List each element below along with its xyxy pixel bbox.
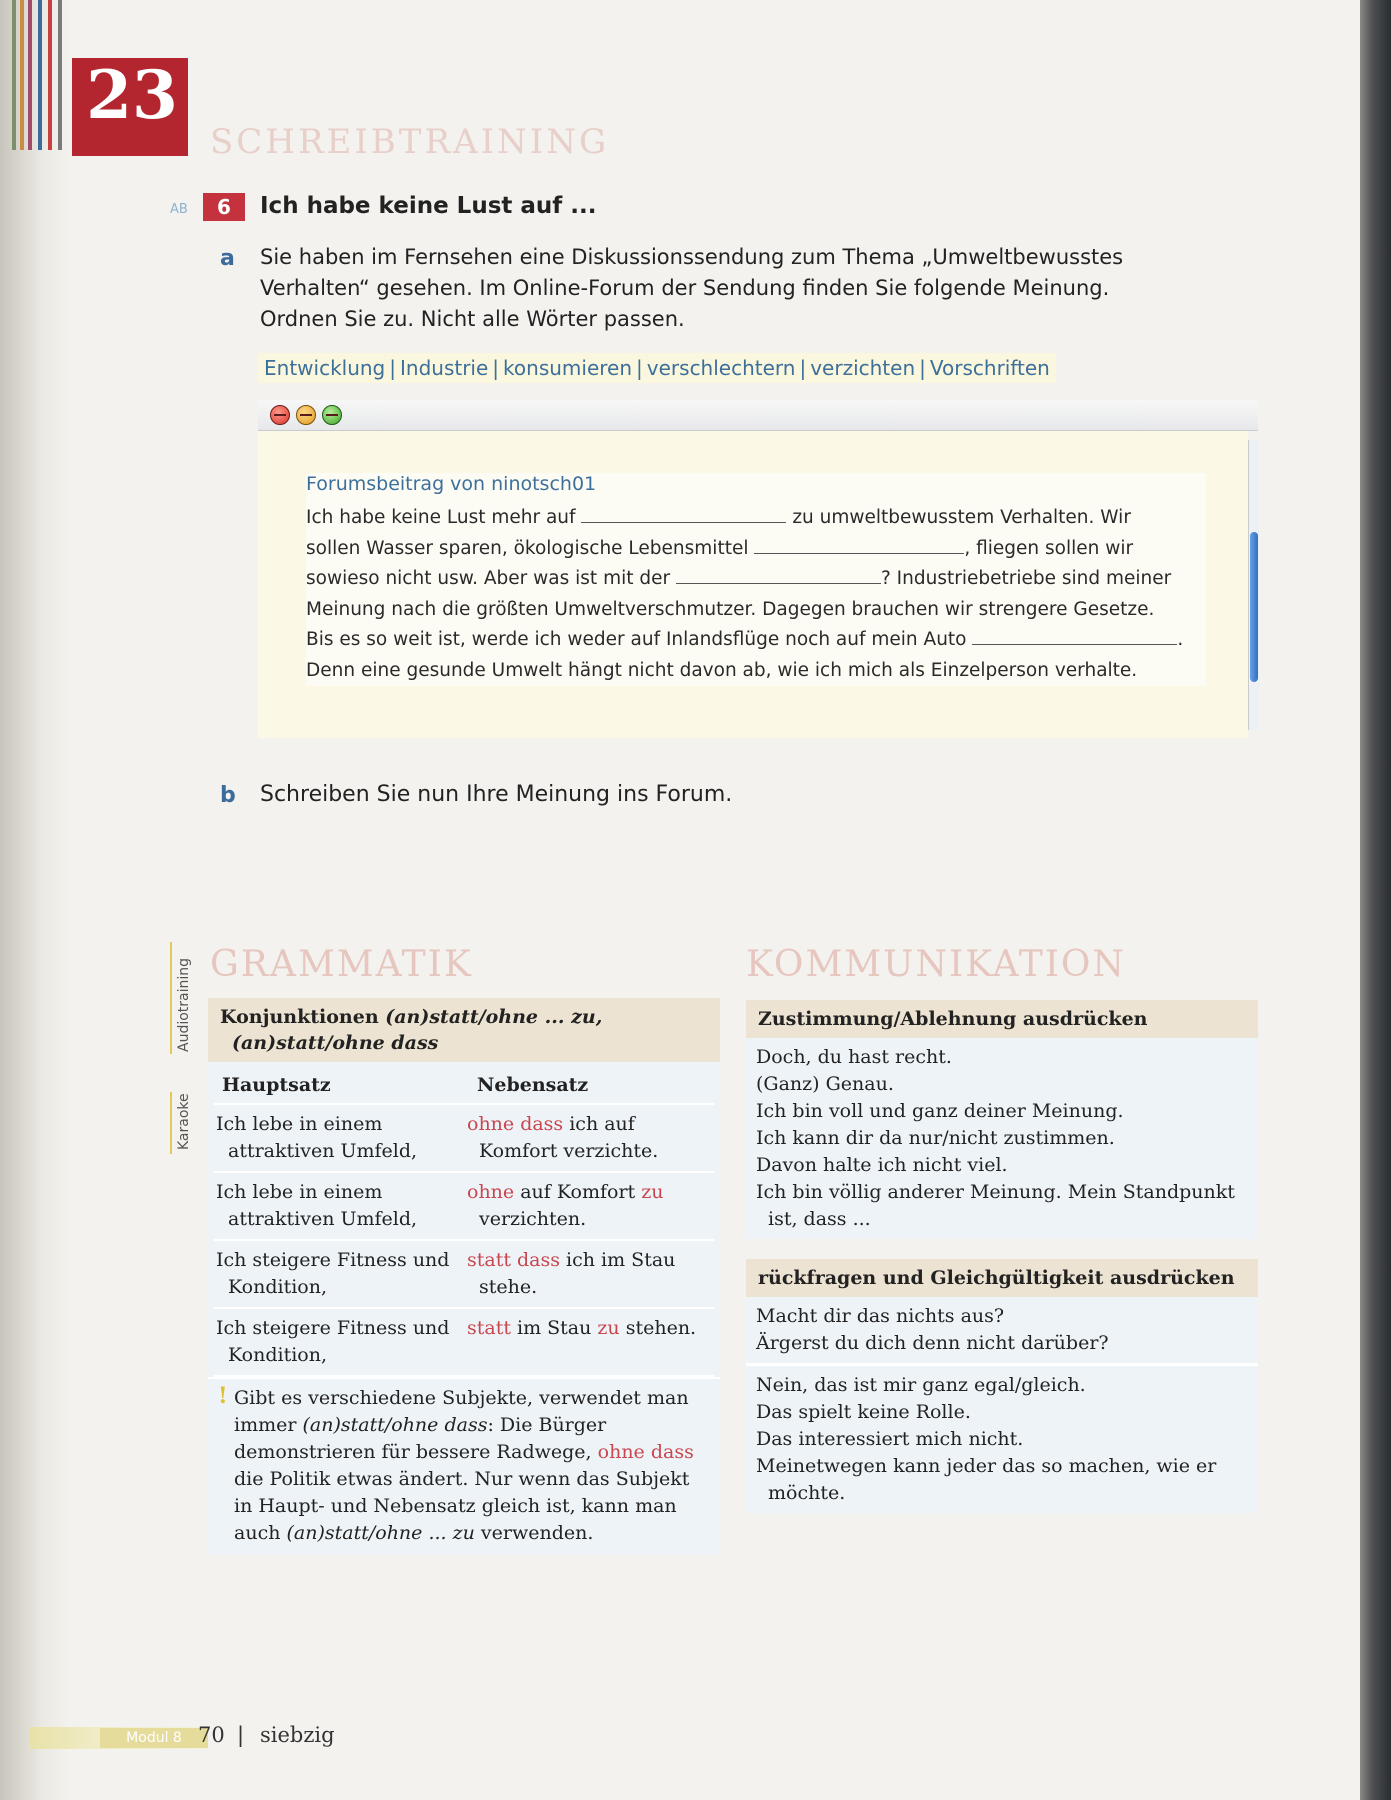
- post-line: [306, 503, 1206, 534]
- page-number: 70: [198, 1723, 225, 1747]
- post-text-fragment: sowieso nicht usw. Aber was ist mit der: [306, 568, 671, 589]
- post-line: Denn eine gesunde Umwelt hängt nicht davon ab, wie ich mich als Einzelperson verhalte.: [306, 659, 1138, 681]
- title-conjunction: (an)statt/ohne dass: [232, 1032, 439, 1054]
- module-tab: Modul 8: [100, 1728, 208, 1748]
- section-title: SCHREIBTRAINING: [210, 122, 610, 162]
- gap-3-input[interactable]: [676, 565, 881, 584]
- window-close-icon[interactable]: [270, 405, 290, 425]
- spine-color-strips: [8, 0, 68, 150]
- clause-text: verzichten.: [479, 1208, 587, 1230]
- word-option: konsumieren: [503, 356, 633, 380]
- grammar-note: [208, 1377, 720, 1555]
- main-clause: Ich lebe in einem attraktiven Umfeld,: [216, 1113, 418, 1162]
- communication-box-indifference: [746, 1259, 1258, 1513]
- book-spine: [0, 0, 70, 1800]
- phrase: Doch, du hast recht.: [756, 1046, 952, 1068]
- forum-post: [306, 473, 1206, 686]
- box-title: Zustimmung/Ablehnung ausdrücken: [746, 1000, 1258, 1038]
- workbook-tag: AB: [170, 202, 188, 217]
- clause-text: ich im Stau stehe.: [479, 1249, 676, 1298]
- forum-window: [258, 400, 1258, 738]
- word-bank: [258, 353, 1056, 383]
- grammatik-heading: GRAMMATIK: [210, 944, 473, 985]
- word-option: Vorschriften: [929, 356, 1050, 380]
- post-author: Forumsbeitrag von ninotsch01: [306, 473, 597, 495]
- post-line: [306, 625, 1206, 656]
- instruction-line: Verhalten“ gesehen. Im Online-Forum der Sendung finden Sie folgende Meinung.: [260, 276, 1110, 300]
- karaoke-marker: [170, 1092, 172, 1154]
- scrollbar[interactable]: [1248, 440, 1259, 730]
- conjunction-highlight: ohne dass: [467, 1113, 564, 1135]
- window-titlebar: [258, 400, 1258, 431]
- main-clause: Ich steigere Fitness und Kondition,: [216, 1317, 450, 1366]
- phrase: Ich bin voll und ganz deiner Meinung.: [756, 1100, 1124, 1122]
- post-text-fragment: , fliegen sollen wir: [964, 537, 1134, 559]
- phrase: Macht dir das nichts aus?: [756, 1305, 1005, 1327]
- window-content: [258, 431, 1248, 738]
- column-header: Hauptsatz: [222, 1074, 331, 1096]
- conjunction-highlight: statt dass: [467, 1249, 561, 1271]
- phrase: Das spielt keine Rolle.: [756, 1401, 971, 1423]
- post-text: [306, 503, 1206, 686]
- window-zoom-icon[interactable]: [322, 405, 342, 425]
- note-text: Gibt es verschiedene Subjekte, verwendet man immer: [234, 1387, 689, 1436]
- post-line: Meinung nach die größten Umweltverschmutzer. Dagegen brauchen wir strengere Gesetze.: [306, 598, 1155, 620]
- conjunction-highlight: ohne: [467, 1181, 515, 1203]
- part-a-label: a: [220, 246, 235, 271]
- column-header: Nebensatz: [477, 1074, 589, 1096]
- audiotraining-label: Audiotraining: [176, 957, 192, 1052]
- sub-clause: [465, 1315, 714, 1369]
- phrase: Meinetwegen kann jeder das so machen, wie er möchte.: [756, 1455, 1217, 1504]
- word-separator: |: [636, 356, 643, 380]
- exercise-number: 6: [203, 193, 245, 221]
- gap-1-input[interactable]: [581, 504, 786, 523]
- note-text: die Politik etwas ändert. Nur wenn das Subjekt in Haupt- und Nebensatz gleich ist, kann man auch: [234, 1468, 690, 1544]
- karaoke-label: Karaoke: [176, 1093, 192, 1150]
- table-row: [214, 1173, 714, 1241]
- sub-clause: [465, 1111, 714, 1165]
- post-line: [306, 564, 1206, 595]
- part-b-instruction: Schreiben Sie nun Ihre Meinung ins Forum.: [260, 782, 733, 807]
- part-b-label: b: [220, 783, 236, 808]
- clause-text: stehen.: [619, 1317, 697, 1339]
- word-option: Industrie: [400, 356, 489, 380]
- grammar-box: [208, 998, 720, 1555]
- clause-text: ich auf Komfort verzichte.: [479, 1113, 659, 1162]
- instruction-line: Ordnen Sie zu. Nicht alle Wörter passen.: [260, 307, 685, 331]
- sub-clause: [465, 1247, 714, 1301]
- title-line: [220, 1004, 708, 1030]
- table-header: [214, 1068, 714, 1105]
- word-separator: |: [919, 356, 926, 380]
- note-highlight: ohne dass: [597, 1441, 694, 1463]
- exclamation-icon: !: [218, 1383, 228, 1409]
- gap-2-input[interactable]: [754, 535, 964, 554]
- phrase: Ich kann dir da nur/nicht zustimmen.: [756, 1127, 1115, 1149]
- window-minimize-icon[interactable]: [296, 405, 316, 425]
- table-row: [214, 1105, 714, 1173]
- table-row: [214, 1309, 714, 1377]
- post-line: [306, 534, 1206, 565]
- post-text-fragment: .: [1177, 629, 1184, 650]
- note-text: : Die Bürger demonstrieren für bessere Radwege,: [234, 1414, 607, 1463]
- table-row: [214, 1241, 714, 1309]
- title-line: [220, 1030, 708, 1056]
- main-clause: Ich lebe in einem attraktiven Umfeld,: [216, 1181, 418, 1230]
- kommunikation-heading: KOMMUNIKATION: [746, 944, 1126, 985]
- word-option: Entwicklung: [264, 356, 386, 380]
- page-separator: |: [237, 1723, 245, 1747]
- page-word: siebzig: [260, 1723, 335, 1747]
- communication-box-agreement: [746, 1000, 1258, 1239]
- gap-4-input[interactable]: [972, 626, 1177, 645]
- title-conjunction: (an)statt/ohne ... zu,: [385, 1006, 603, 1028]
- phrase-list: [746, 1038, 1258, 1239]
- phrase: Ärgerst du dich denn nicht darüber?: [756, 1332, 1109, 1354]
- clause-text: im Stau: [510, 1317, 598, 1339]
- chapter-number: 23: [86, 56, 178, 134]
- part-a-instruction: [260, 242, 1160, 335]
- phrase: Das interessiert mich nicht.: [756, 1428, 1024, 1450]
- post-text-fragment: ? Industriebetriebe sind meiner: [880, 568, 1172, 589]
- grammar-rows: [214, 1105, 714, 1377]
- book-edge: [1360, 0, 1391, 1800]
- sub-clause: [465, 1179, 714, 1233]
- instruction-line: Sie haben im Fernsehen eine Diskussionssendung zum Thema „Umweltbewusstes: [260, 245, 1124, 269]
- exercise-title: Ich habe keine Lust auf ...: [260, 193, 597, 219]
- phrase: Nein, das ist mir ganz egal/gleich.: [756, 1374, 1086, 1396]
- post-text-fragment: Ich habe keine Lust mehr auf: [306, 507, 576, 528]
- word-separator: |: [799, 356, 807, 380]
- title-text: Konjunktionen: [220, 1006, 386, 1028]
- post-text-fragment: zu umweltbewusstem Verhalten. Wir: [792, 507, 1131, 528]
- word-separator: |: [492, 356, 500, 380]
- conjunction-highlight: zu: [641, 1181, 664, 1203]
- clause-text: auf Komfort: [514, 1181, 642, 1203]
- post-text-fragment: Bis es so weit ist, werde ich weder auf Inlandsflüge noch auf mein Auto: [306, 629, 967, 650]
- question-list: [746, 1297, 1258, 1363]
- main-clause: Ich steigere Fitness und Kondition,: [216, 1249, 450, 1298]
- grammar-table: [208, 1062, 720, 1377]
- phrase: Davon halte ich nicht viel.: [756, 1154, 1008, 1176]
- conjunction-highlight: zu: [597, 1317, 620, 1339]
- scrollbar-thumb[interactable]: [1250, 532, 1258, 682]
- answer-list: [746, 1363, 1258, 1513]
- box-title: rückfragen und Gleichgültigkeit ausdrücken: [746, 1259, 1258, 1297]
- note-italic: (an)statt/ohne ... zu: [286, 1522, 475, 1544]
- word-option: verzichten: [810, 356, 916, 380]
- note-text: verwenden.: [474, 1522, 594, 1544]
- grammar-box-title: [208, 998, 720, 1062]
- word-option: verschlechtern: [646, 356, 796, 380]
- phrase: Ich bin völlig anderer Meinung. Mein Standpunkt ist, dass ...: [756, 1181, 1235, 1230]
- post-text-fragment: sollen Wasser sparen, ökologische Lebensmittel: [306, 537, 749, 559]
- conjunction-highlight: statt: [467, 1317, 511, 1339]
- phrase: (Ganz) Genau.: [756, 1073, 894, 1095]
- word-separator: |: [389, 356, 396, 380]
- note-italic: (an)statt/ohne dass: [302, 1414, 488, 1436]
- audio-marker: [170, 942, 172, 1054]
